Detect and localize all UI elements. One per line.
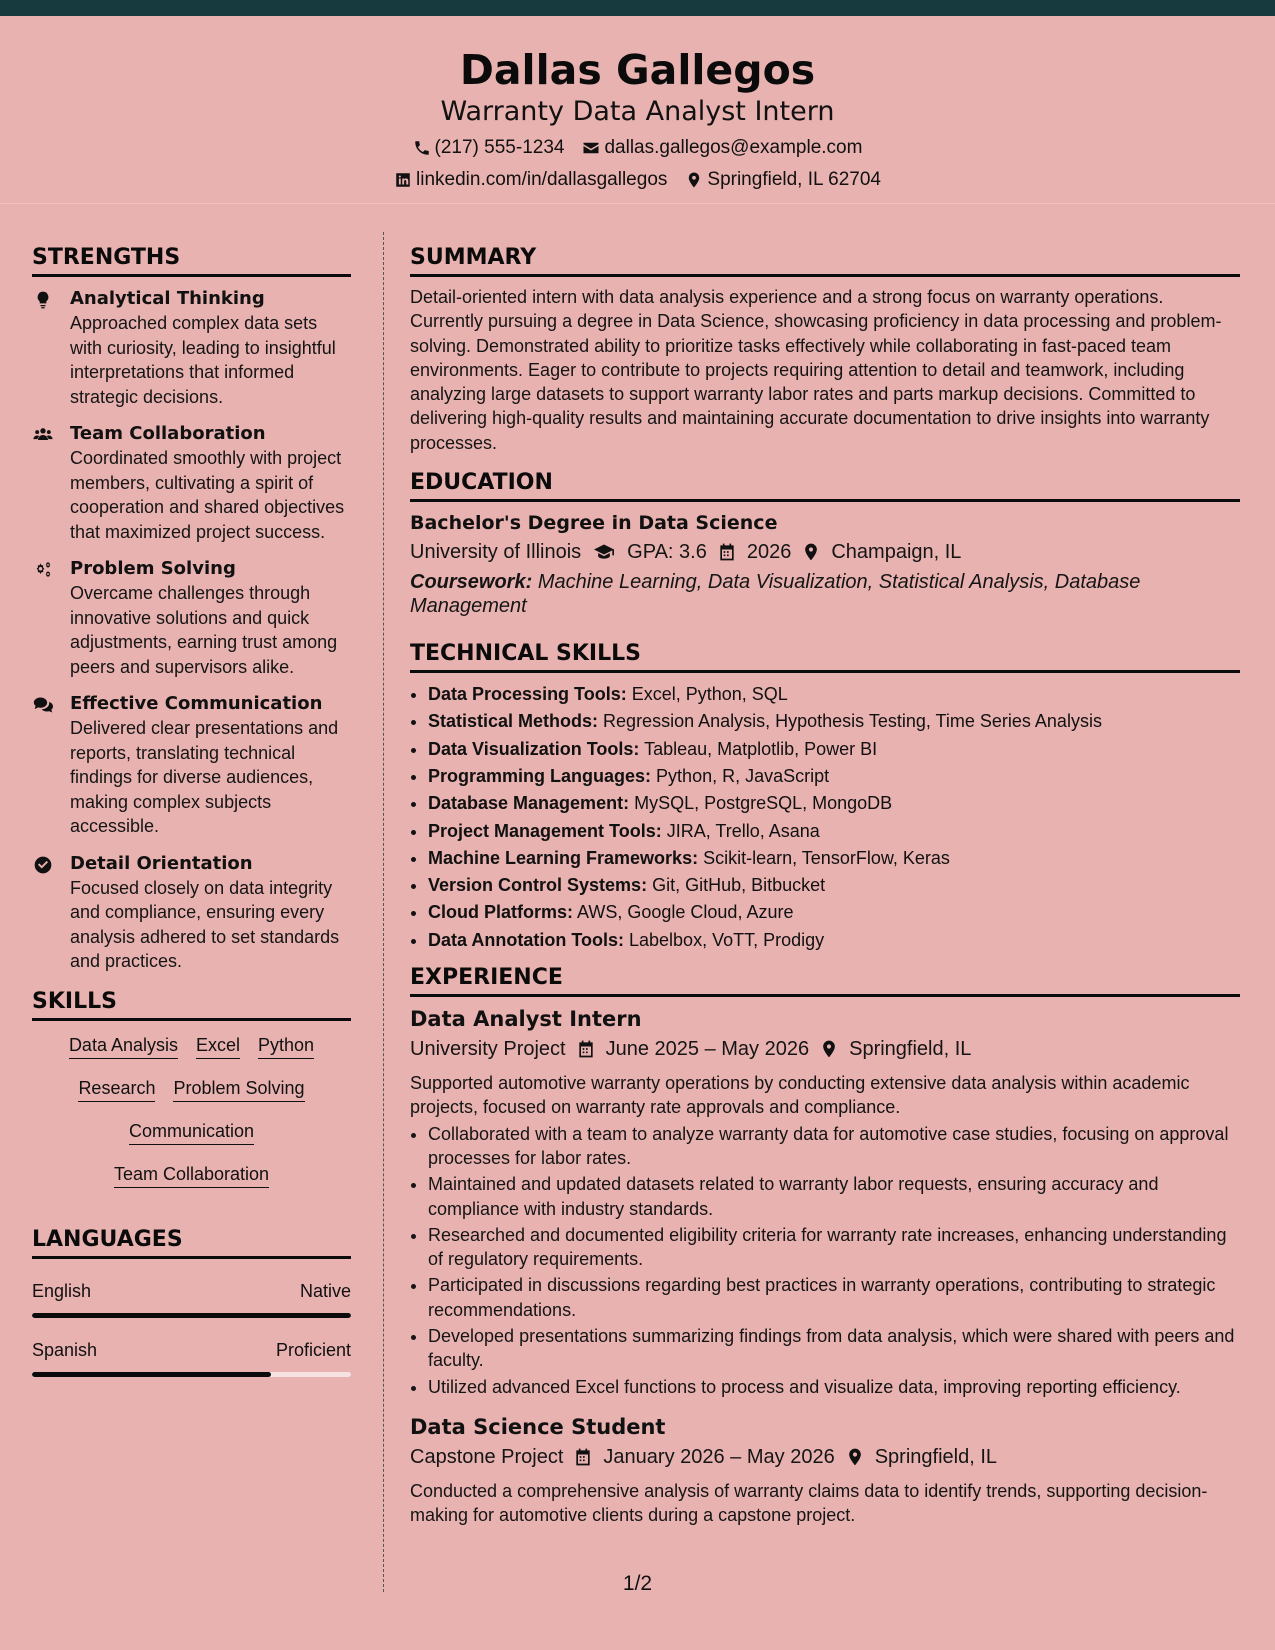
phone-contact[interactable] — [413, 136, 565, 160]
graduation-cap-icon — [591, 542, 617, 562]
strength-desc: Overcame challenges through innovative solutions and quick adjustments, earning trust among peers and supervisors alike. — [70, 583, 338, 677]
strength-title: Team Collaboration — [70, 423, 266, 444]
job-dates: January 2026 – May 2026 — [603, 1445, 835, 1468]
strength-title: Detail Orientation — [70, 852, 253, 874]
tech-label: Cloud Platforms: — [428, 902, 574, 923]
education-heading: EDUCATION — [410, 469, 1240, 502]
tech-label: Project Management Tools: — [428, 820, 662, 841]
education-section — [410, 469, 1240, 618]
tech-label: Data Processing Tools: — [428, 684, 627, 705]
technical-skills-section — [410, 640, 1240, 954]
language-level: Native — [299, 1280, 351, 1301]
language-item — [32, 1338, 351, 1377]
school-name: University of Illinois — [410, 541, 582, 564]
coursework — [410, 570, 1240, 618]
location-text: Springfield, IL 62704 — [707, 169, 881, 190]
list-item — [428, 708, 1240, 735]
job-title: Data Analyst Intern — [410, 1007, 642, 1032]
list-item: • Developed presentations summarizing findings from data analysis, which were shared with peers and faculty. — [428, 1324, 1240, 1373]
tech-value: Python, R, JavaScript — [656, 765, 830, 786]
skills-list — [32, 1033, 351, 1188]
phone-text: (217) 555-1234 — [434, 137, 565, 158]
strength-desc: Delivered clear presentations and reports, translating technical findings for diverse audiences, making complex subjects accessible. — [70, 718, 339, 836]
comments-icon — [32, 695, 54, 715]
skill-tag: Problem Solving — [173, 1076, 304, 1102]
list-item — [428, 681, 1240, 708]
list-item — [428, 872, 1240, 899]
strength-title: Effective Communication — [70, 693, 323, 714]
map-pin-icon — [685, 171, 703, 189]
contact-row-1 — [0, 136, 1275, 160]
tech-label: Version Control Systems: — [428, 875, 648, 896]
language-name: Spanish — [32, 1339, 98, 1360]
language-proficiency-bar — [32, 1372, 351, 1377]
skill-tag: Excel — [196, 1033, 240, 1059]
candidate-name: Dallas Gallegos — [459, 46, 816, 94]
job-meta — [410, 1035, 1240, 1063]
list-item — [428, 927, 1240, 954]
tech-value: Labelbox, VoTT, Prodigy — [629, 929, 825, 950]
map-pin-icon — [845, 1447, 865, 1467]
gpa-text: GPA: 3.6 — [627, 541, 707, 564]
top-accent-bar — [0, 0, 1275, 16]
list-item: • Collaborated with a team to analyze warranty data for automotive case studies, focusing on approval processes for labor rates. — [428, 1122, 1240, 1171]
strengths-list — [32, 287, 351, 974]
job-dates: June 2025 – May 2026 — [605, 1038, 810, 1061]
tech-value: Excel, Python, SQL — [631, 684, 788, 705]
page-number: 1/2 — [622, 1572, 653, 1595]
grad-year: 2026 — [746, 541, 792, 564]
job-description: Conducted a comprehensive analysis of warranty claims data to identify trends, supporting decision-making for automotive clients during a capstone project. — [410, 1480, 1208, 1526]
tech-label: Machine Learning Frameworks: — [428, 847, 699, 868]
tech-label: Data Visualization Tools: — [428, 738, 640, 759]
job-org: Capstone Project — [410, 1445, 564, 1468]
right-column — [410, 244, 1240, 1528]
tech-value: MySQL, PostgreSQL, MongoDB — [634, 793, 893, 814]
resume-header — [0, 16, 1275, 204]
strength-desc: Focused closely on data integrity and compliance, ensuring every analysis adhered to set standards and practices. — [70, 877, 340, 971]
tech-value: Scikit-learn, TensorFlow, Keras — [703, 847, 950, 868]
list-item — [428, 790, 1240, 817]
strength-title: Analytical Thinking — [70, 288, 265, 309]
lightbulb-icon — [32, 290, 54, 310]
phone-icon — [413, 139, 431, 157]
tech-label: Programming Languages: — [428, 765, 652, 786]
strength-desc: Coordinated smoothly with project members, cultivating a spirit of cooperation and shared objectives that maximized project success. — [70, 448, 345, 542]
skill-tag: Data Analysis — [69, 1033, 178, 1059]
skill-tag: Research — [78, 1076, 155, 1102]
language-level: Proficient — [275, 1339, 351, 1360]
skill-tag: Python — [258, 1033, 314, 1059]
strength-title: Problem Solving — [70, 558, 236, 579]
job-title: Warranty Data Analyst Intern — [440, 96, 835, 127]
school-location: Champaign, IL — [831, 541, 962, 564]
contact-row-2 — [0, 168, 1275, 192]
left-column — [32, 244, 351, 1377]
strengths-heading: STRENGTHS — [32, 244, 351, 277]
list-item — [428, 736, 1240, 763]
strength-item — [32, 287, 351, 409]
tech-label: Data Annotation Tools: — [428, 929, 624, 950]
language-proficiency-fill — [32, 1372, 271, 1377]
language-item — [32, 1279, 351, 1318]
job-description: Supported automotive warranty operations by conducting extensive data analysis within academic projects, focused on warranty rate approvals and compliance. — [410, 1073, 1190, 1118]
degree-title: Bachelor's Degree in Data Science — [410, 512, 778, 535]
coursework-list: Machine Learning, Data Visualization, Statistical Analysis, Database Management — [410, 571, 1141, 618]
email-text: dallas.gallegos@example.com — [604, 137, 863, 158]
tech-value: Regression Analysis, Hypothesis Testing, Time Series Analysis — [603, 711, 1102, 732]
language-proficiency-fill — [32, 1313, 351, 1318]
education-meta — [410, 538, 1240, 566]
list-item — [428, 818, 1240, 845]
job-bullets — [410, 1122, 1240, 1399]
users-icon — [32, 425, 54, 445]
tech-value: Git, GitHub, Bitbucket — [652, 875, 826, 896]
gears-icon — [32, 560, 54, 580]
list-item — [428, 899, 1240, 926]
list-item: • Researched and documented eligibility criteria for warranty rate increases, enhancing understanding of regulatory requirements. — [428, 1223, 1240, 1272]
strength-item — [32, 557, 351, 679]
summary-heading: SUMMARY — [410, 244, 1240, 277]
skill-tag: Team Collaboration — [114, 1162, 269, 1188]
skills-heading: SKILLS — [32, 988, 351, 1021]
job-org: University Project — [410, 1038, 566, 1061]
job-title: Data Science Student — [410, 1414, 666, 1439]
list-item: • Participated in discussions regarding best practices in warranty operations, contributing to strategic recommendations. — [428, 1273, 1240, 1322]
column-divider — [383, 232, 384, 1592]
list-item: • Maintained and updated datasets related to warranty labor requests, ensuring accuracy and compliance with industry standards. — [428, 1172, 1240, 1221]
email-contact[interactable] — [582, 136, 862, 160]
languages-section — [32, 1226, 351, 1377]
list-item: • Utilized advanced Excel functions to process and visualize data, improving reporting efficiency. — [428, 1375, 1240, 1399]
technical-skills-heading: TECHNICAL SKILLS — [410, 640, 1240, 673]
languages-heading: LANGUAGES — [32, 1226, 351, 1259]
job-location: Springfield, IL — [874, 1445, 997, 1468]
summary-text: Detail-oriented intern with data analysis experience and a strong focus on warranty operations. Currently pursuing a degree in Data Science, showcasing proficiency in data processing and problem-solving. Demonstrated ability to prioritize tasks effectively while collaborating in fast-paced team environments. Eager to contribute to projects requiring attention to detail and teamwork, including analyzing large datasets to support warranty labor rates and parts markup decisions. Committed to delivering high-quality results and maintaining accurate documentation to drive insights into warranty processes. — [410, 287, 1222, 453]
calendar-icon — [576, 1039, 596, 1059]
strength-item — [32, 852, 351, 974]
job-meta — [410, 1443, 1240, 1471]
envelope-icon — [582, 139, 600, 157]
strength-item — [32, 692, 351, 839]
map-pin-icon — [819, 1039, 839, 1059]
experience-section — [410, 964, 1240, 1527]
calendar-icon — [573, 1447, 593, 1467]
skills-section — [32, 988, 351, 1188]
skill-tag: Communication — [129, 1119, 254, 1145]
technical-skills-list — [410, 681, 1240, 954]
linkedin-icon — [394, 171, 412, 189]
list-item — [428, 845, 1240, 872]
tech-label: Statistical Methods: — [428, 711, 599, 732]
strength-item — [32, 422, 351, 544]
location-contact — [685, 168, 881, 192]
check-circle-icon — [32, 855, 54, 875]
coursework-label: Coursework: — [410, 571, 533, 594]
tech-value: JIRA, Trello, Asana — [666, 820, 820, 841]
experience-heading: EXPERIENCE — [410, 964, 1240, 997]
strength-desc: Approached complex data sets with curiosity, leading to insightful interpretations that informed strategic decisions. — [70, 313, 336, 407]
tech-value: AWS, Google Cloud, Azure — [577, 902, 794, 923]
language-proficiency-bar — [32, 1313, 351, 1318]
linkedin-contact[interactable] — [394, 168, 667, 192]
tech-value: Tableau, Matplotlib, Power BI — [644, 738, 878, 759]
linkedin-text: linkedin.com/in/dallasgallegos — [416, 169, 668, 190]
map-pin-icon — [801, 542, 821, 562]
job-location: Springfield, IL — [849, 1038, 972, 1061]
tech-label: Database Management: — [428, 793, 630, 814]
calendar-icon — [717, 542, 737, 562]
language-name: English — [32, 1280, 92, 1301]
list-item — [428, 763, 1240, 790]
